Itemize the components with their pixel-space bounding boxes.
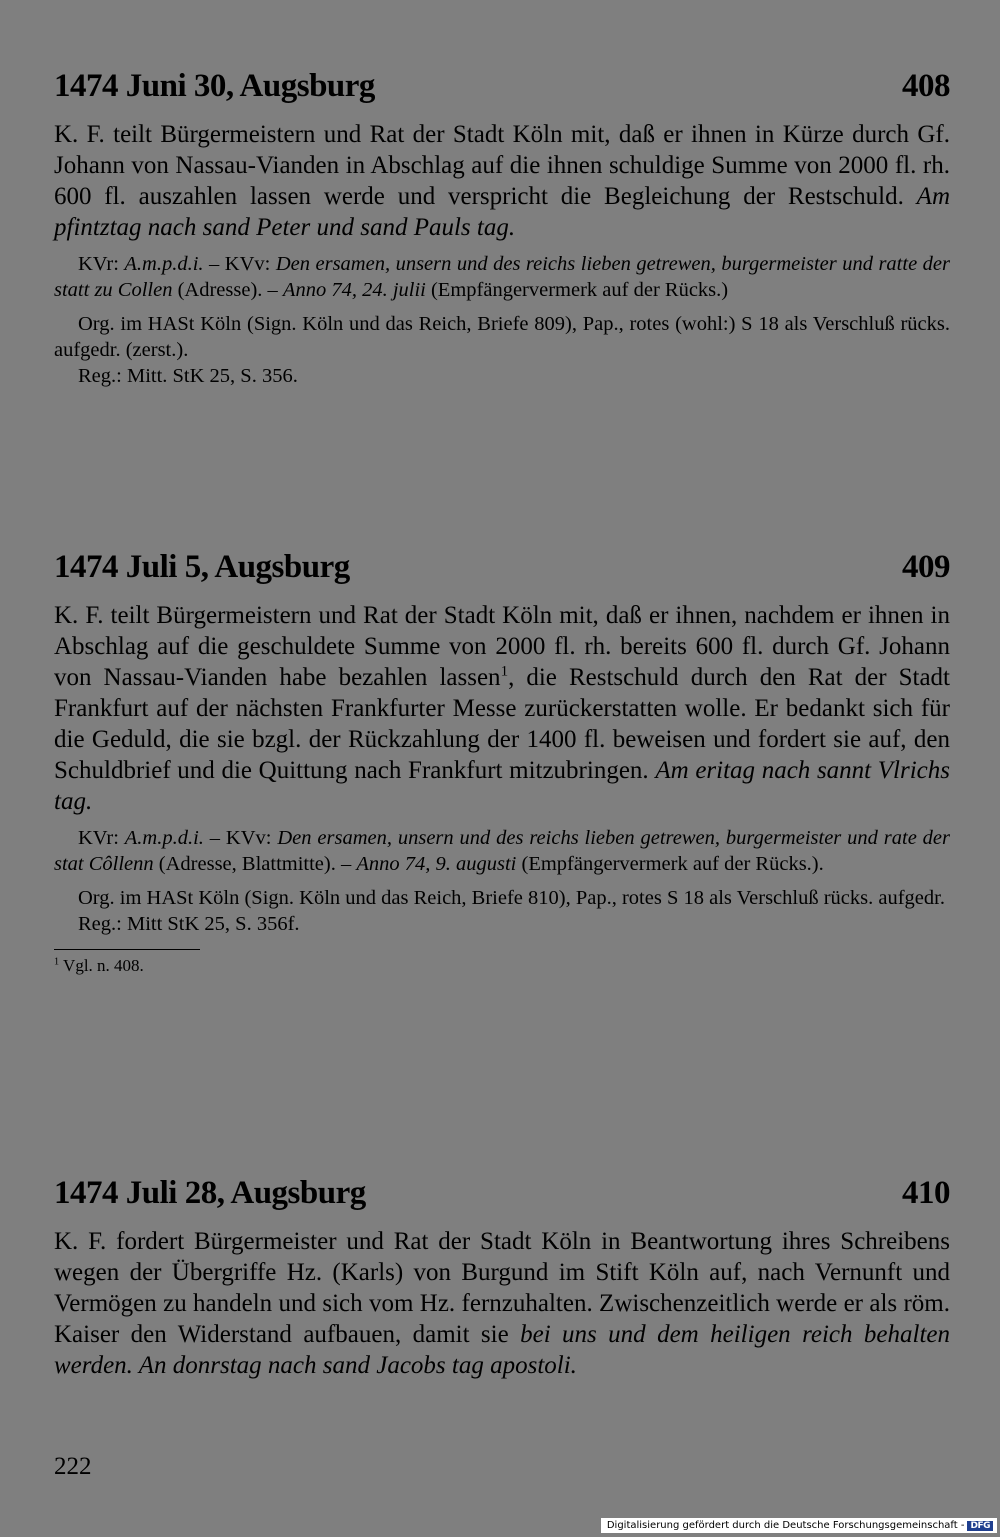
regest-text (54, 600, 950, 817)
text-segment: (Adresse). – (172, 279, 283, 301)
footnote-separator (54, 949, 200, 950)
regest-reference: Reg.: Mitt StK 25, S. 356f. (78, 913, 300, 935)
italic-text-segment: Anno 74, 9. augusti (356, 853, 517, 875)
footnote-ref: 1 (500, 663, 509, 680)
entry-number: 408 (902, 68, 950, 104)
text-segment: KVr: (78, 827, 125, 849)
entry-date-place: 1474 Juli 5, Augsburg (54, 549, 350, 585)
footnote-text: Vgl. n. 408. (63, 956, 144, 975)
text-segment: – KVv: (203, 827, 278, 849)
entry-heading (54, 68, 950, 105)
italic-text-segment: Den ersamen, unsern und des reichs lieben getrewen, burgermeister und ratte der statt zu Collen (54, 253, 950, 301)
footnote-number: 1 (54, 956, 60, 968)
text-segment: (Adresse, Blattmitte). – (153, 853, 357, 875)
entry-date-place: 1474 Juli 28, Augsburg (54, 1175, 366, 1211)
text-segment: – KVv: (203, 253, 276, 275)
text-segment: , die Restschuld durch den Rat der Stadt Frankfurt auf der nächsten Frankfurter Messe zurückerstatten wolle. Er bedankt sich für die Geduld, die sie bzgl. der Rückzahlung der 1400 fl. beweisen und fordert sie auf, den Schuldbrief und die Quittung nach Frankfurt mitzubringen. (54, 664, 950, 784)
regest-text (54, 1226, 950, 1381)
dfg-logo: DFG (967, 1521, 993, 1531)
endorsement-note (54, 825, 950, 877)
dfg-footer (601, 1518, 997, 1533)
entry-409 (54, 549, 950, 978)
text-segment: KVr: (78, 253, 125, 275)
italic-text-segment: Am eritag nach sannt Vlrichs tag. (54, 757, 950, 815)
italic-text-segment: A.m.p.d.i. (124, 253, 204, 275)
text-segment: (Empfängervermerk auf der Rücks.). (516, 853, 824, 875)
original-source: Org. im HASt Köln (Sign. Köln und das Reich, Briefe 809), Pap., rotes (wohl:) S 18 als Verschluß rücks. aufgedr. (zerst.). (54, 313, 950, 361)
text-segment: K. F. fordert Bürgermeister und Rat der Stadt Köln in Beantwortung ihres Schreibens wegen der Übergriffe Hz. (Karls) von Burgund im Stift Köln auf, nach Vernunft und Vermögen zu handeln und sich vom Hz. fernzuhalten. Zwischenzeitlich werde er als röm. Kaiser den Widerstand aufbauen, damit sie (54, 1228, 950, 1348)
entry-heading (54, 1175, 950, 1212)
page-number: 222 (54, 1453, 92, 1480)
italic-text-segment: Den ersamen, unsern und des reichs lieben getrewen, burgermeister und rate der stat Côllenn (54, 827, 950, 875)
entry-heading (54, 549, 950, 586)
original-source: Org. im HASt Köln (Sign. Köln und das Reich, Briefe 810), Pap., rotes S 18 als Verschluß rücks. aufgedr. (78, 887, 945, 909)
regest-reference: Reg.: Mitt. StK 25, S. 356. (78, 365, 298, 387)
footnote (54, 954, 950, 978)
italic-text-segment: Anno 74, 24. julii (282, 279, 426, 301)
italic-text-segment: Am pfintztag nach sand Peter und sand Pauls tag. (54, 183, 950, 241)
regest-text (54, 119, 950, 243)
entry-date-place: 1474 Juni 30, Augsburg (54, 68, 375, 104)
entry-410 (54, 1175, 950, 1381)
italic-text-segment: A.m.p.d.i. (124, 827, 204, 849)
endorsement-note (54, 251, 950, 303)
text-segment: K. F. teilt Bürgermeistern und Rat der Stadt Köln mit, daß er ihnen, nachdem er ihnen in Abschlag auf die geschuldete Summe von 2000 fl. rh. bereits 600 fl. durch Gf. Johann von Nassau-Vianden habe bezahlen lassen (54, 602, 950, 691)
text-segment: (Empfängervermerk auf der Rücks.) (425, 279, 729, 301)
entry-number: 410 (902, 1175, 950, 1211)
footer-text: Digitalisierung gefördert durch die Deutsche Forschungsgemeinschaft - (606, 1520, 965, 1531)
italic-text-segment: bei uns und dem heiligen reich behalten werden. An donrstag nach sand Jacobs tag apostoli. (54, 1321, 950, 1379)
entry-408 (54, 68, 950, 389)
entry-number: 409 (902, 549, 950, 585)
text-segment: K. F. teilt Bürgermeistern und Rat der Stadt Köln mit, daß er ihnen in Kürze durch Gf. Johann von Nassau-Vianden in Abschlag auf die ihnen schuldige Summe von 2000 fl. rh. 600 fl. auszahlen lassen werde und verspricht die Begleichung der Restschuld. (54, 121, 950, 210)
